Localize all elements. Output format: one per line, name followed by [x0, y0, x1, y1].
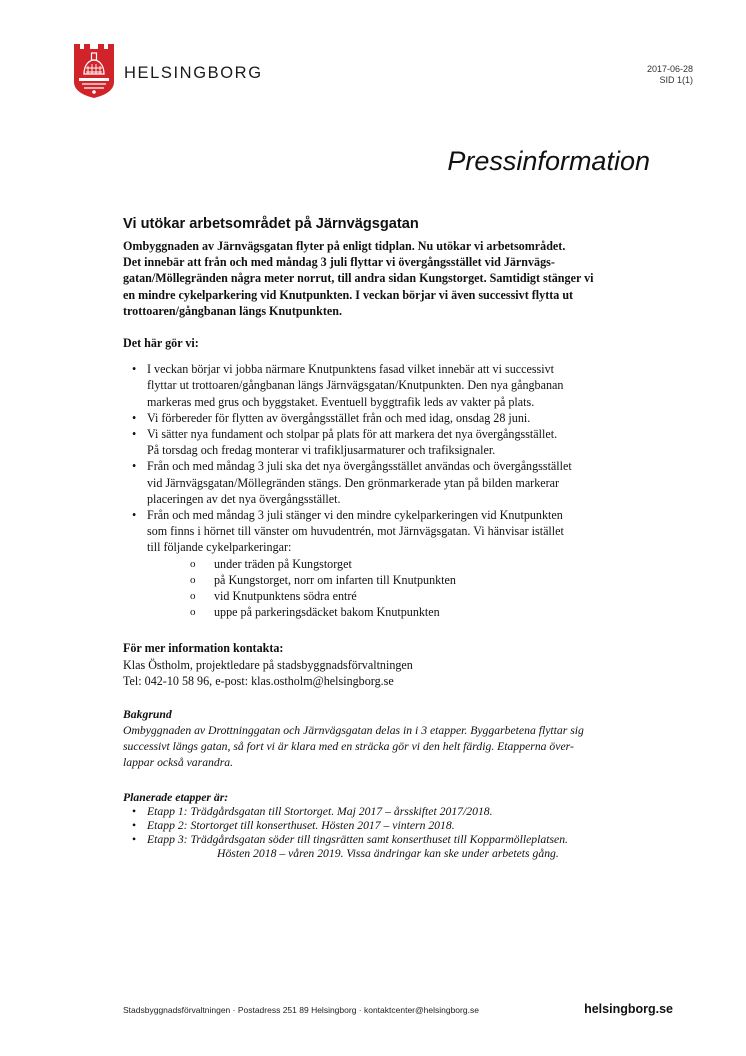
list-item-line: • Från och med måndag 3 juli stänger vi den mindre cykelparkeringen vid Knutpunkten — [147, 508, 563, 523]
action-list — [123, 361, 658, 620]
list-item-line: • Vi sätter nya fundament och stolpar på plats för att markera det nya övergångsstället. — [147, 427, 558, 442]
phase-item: • Etapp 2: Stortorget till konserthuset. Hösten 2017 – vintern 2018. — [123, 819, 658, 833]
background-line: successivt längs gatan, så fort vi är klara med en sträcka gör vi den helt färdig. Etapperna över- — [123, 740, 574, 754]
background-line: lappar också varandra. — [123, 756, 234, 770]
document-date: 2017-06-28 — [646, 64, 693, 74]
list-item — [123, 410, 658, 426]
sub-list-item: o under träden på Kungstorget — [147, 556, 658, 572]
list-item-line: • I veckan börjar vi jobba närmare Knutpunktens fasad vilket innebär att vi successivt — [147, 362, 555, 377]
document-meta — [647, 64, 693, 86]
list-item-line: flyttar ut trottoaren/gångbanan längs Järnvägsgatan/Knutpunkten. Den nya gångbanan — [147, 378, 564, 393]
headline: Vi utökar arbetsområdet på Järnvägsgatan — [123, 216, 419, 232]
sub-list-item: o på Kungstorget, norr om infarten till Knutpunkten — [147, 572, 658, 588]
footer-address: Stadsbyggnadsförvaltningen · Postadress 251 89 Helsingborg · kontaktcenter@helsingborg.se — [123, 1005, 479, 1015]
phase-continuation: Hösten 2018 – våren 2019. Vissa ändringar kan ske under arbetets gång. — [217, 847, 559, 861]
list-item-line: På torsdag och fredag monterar vi trafikljusarmaturer och trafiksignaler. — [147, 443, 496, 458]
helsingborg-crest-icon — [74, 44, 114, 98]
background-title: Bakgrund — [123, 708, 172, 722]
phases-list — [123, 805, 658, 847]
sub-list-item: o uppe på parkeringsdäcket bakom Knutpunkten — [147, 604, 658, 620]
lead-line: gatan/Möllegränden några meter norrut, till andra sidan Kungstorget. Samtidigt stänger vi — [123, 271, 594, 286]
phases-block — [123, 791, 658, 861]
list-item-line: vid Järnvägsgatan/Möllegränden stängs. Den grönmarkerade ytan på bilden markerar — [147, 475, 560, 490]
phases-title: Planerade etapper är: — [123, 791, 229, 805]
sub-list-item: o vid Knutpunktens södra entré — [147, 588, 658, 604]
footer-website[interactable]: helsingborg.se — [584, 1002, 673, 1016]
list-item-line: markeras med grus och byggstaket. Eventuell byggtrafik leds av vakter på plats. — [147, 394, 535, 409]
lead-paragraph — [123, 238, 658, 319]
lead-line: Ombyggnaden av Järnvägsgatan flyter på enligt tidplan. Nu utökar vi arbetsområdet. — [123, 239, 566, 253]
contact-block — [123, 640, 658, 689]
section-title: Det här gör vi: — [123, 336, 199, 351]
list-item — [123, 361, 658, 410]
document-type-title: Pressinformation — [447, 146, 650, 176]
list-item — [123, 507, 658, 620]
page-number: SID 1(1) — [659, 75, 693, 85]
contact-person: Klas Östholm, projektledare på stadsbyggnadsförvaltningen — [123, 657, 413, 672]
lead-line: en mindre cykelparkering vid Knutpunkten. I veckan börjar vi även successivt flytta ut — [123, 287, 574, 302]
list-item — [123, 426, 658, 458]
bike-parking-list — [147, 556, 658, 621]
list-item — [123, 458, 658, 507]
list-item-line: placeringen av det nya övergångsstället. — [147, 491, 341, 506]
list-item-line: som finns i hörnet till vänster om huvudentrén, mot Järnvägsgatan. Vi hänvisar istället — [147, 524, 564, 539]
contact-title: För mer information kontakta: — [123, 641, 284, 656]
list-item-line: • Vi förbereder för flytten av övergångsstället från och med idag, onsdag 28 juni. — [147, 410, 531, 425]
phase-item: • Etapp 1: Trädgårdsgatan till Stortorget. Maj 2017 – årsskiftet 2017/2018. — [123, 805, 658, 819]
list-item-line: till följande cykelparkeringar: — [147, 540, 292, 555]
list-item-line: • Från och med måndag 3 juli ska det nya övergångsstället användas och övergångsstället — [147, 459, 572, 474]
lead-line: Det innebär att från och med måndag 3 juli flyttar vi övergångsstället vid Järnvägs- — [123, 255, 555, 270]
lead-line: trottoaren/gångbanan längs Knutpunkten. — [123, 303, 342, 318]
background-line: Ombyggnaden av Drottninggatan och Järnvägsgatan delas in i 3 etapper. Byggarbetena flyttar sig — [123, 724, 584, 738]
brand-wordmark: HELSINGBORG — [124, 64, 263, 82]
phase-item: • Etapp 3: Trädgårdsgatan söder till tingsrätten samt konserthuset till Kopparmölleplatsen. — [123, 833, 658, 847]
background-block — [123, 707, 658, 771]
contact-details: Tel: 042-10 58 96, e-post: klas.ostholm@helsingborg.se — [123, 673, 394, 688]
press-release-body — [123, 215, 658, 861]
